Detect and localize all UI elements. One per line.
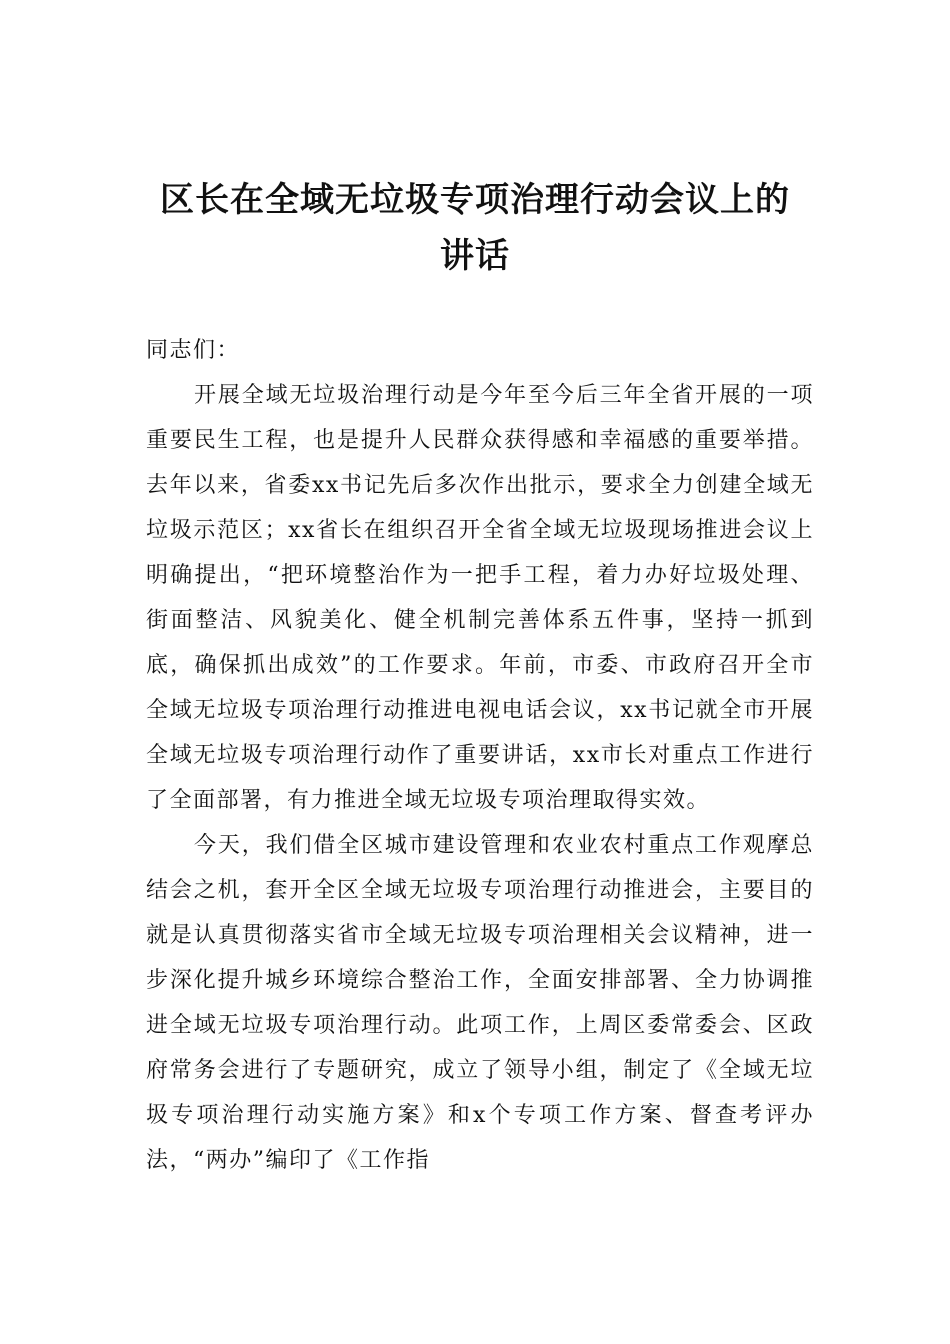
paragraph-1: 开展全域无垃圾治理行动是今年至今后三年全省开展的一项重要民生工程，也是提升人民群众获得感和幸福感的重要举措。去年以来，省委xx书记先后多次作出批示，要求全力创建全域无垃圾示范区；xx省长在组织召开全省全域无垃圾现场推进会议上明确提出，“把环境整治作为一把手工程，着力办好垃圾处理、街面整洁、风貌美化、健全机制完善体系五件事，坚持一抓到底，确保抓出成效”的工作要求。年前，市委、市政府召开全市全域无垃圾专项治理行动推进电视电话会议，xx书记就全市开展全域无垃圾专项治理行动作了重要讲话，xx市长对重点工作进行了全面部署，有力推进全域无垃圾专项治理取得实效。: [146, 383, 814, 813]
salutation: 同志们：: [146, 338, 241, 363]
title-line-2: 讲话: [440, 236, 510, 276]
document-title: [140, 172, 810, 284]
paragraph-2: 今天，我们借全区城市建设管理和农业农村重点工作观摩总结会之机，套开全区全域无垃圾专项治理行动推进会，主要目的就是认真贯彻落实省市全域无垃圾专项治理相关会议精神，进一步深化提升城乡环境综合整治工作，全面安排部署、全力协调推进全域无垃圾专项治理行动。此项工作，上周区委常委会、区政府常务会进行了专题研究，成立了领导小组，制定了《全域无垃圾专项治理行动实施方案》和x个专项工作方案、督查考评办法，“两办”编印了《工作指: [146, 833, 814, 1173]
title-line-1: 区长在全域无垃圾专项治理行动会议上的: [160, 180, 790, 220]
document-body: [146, 328, 814, 1183]
